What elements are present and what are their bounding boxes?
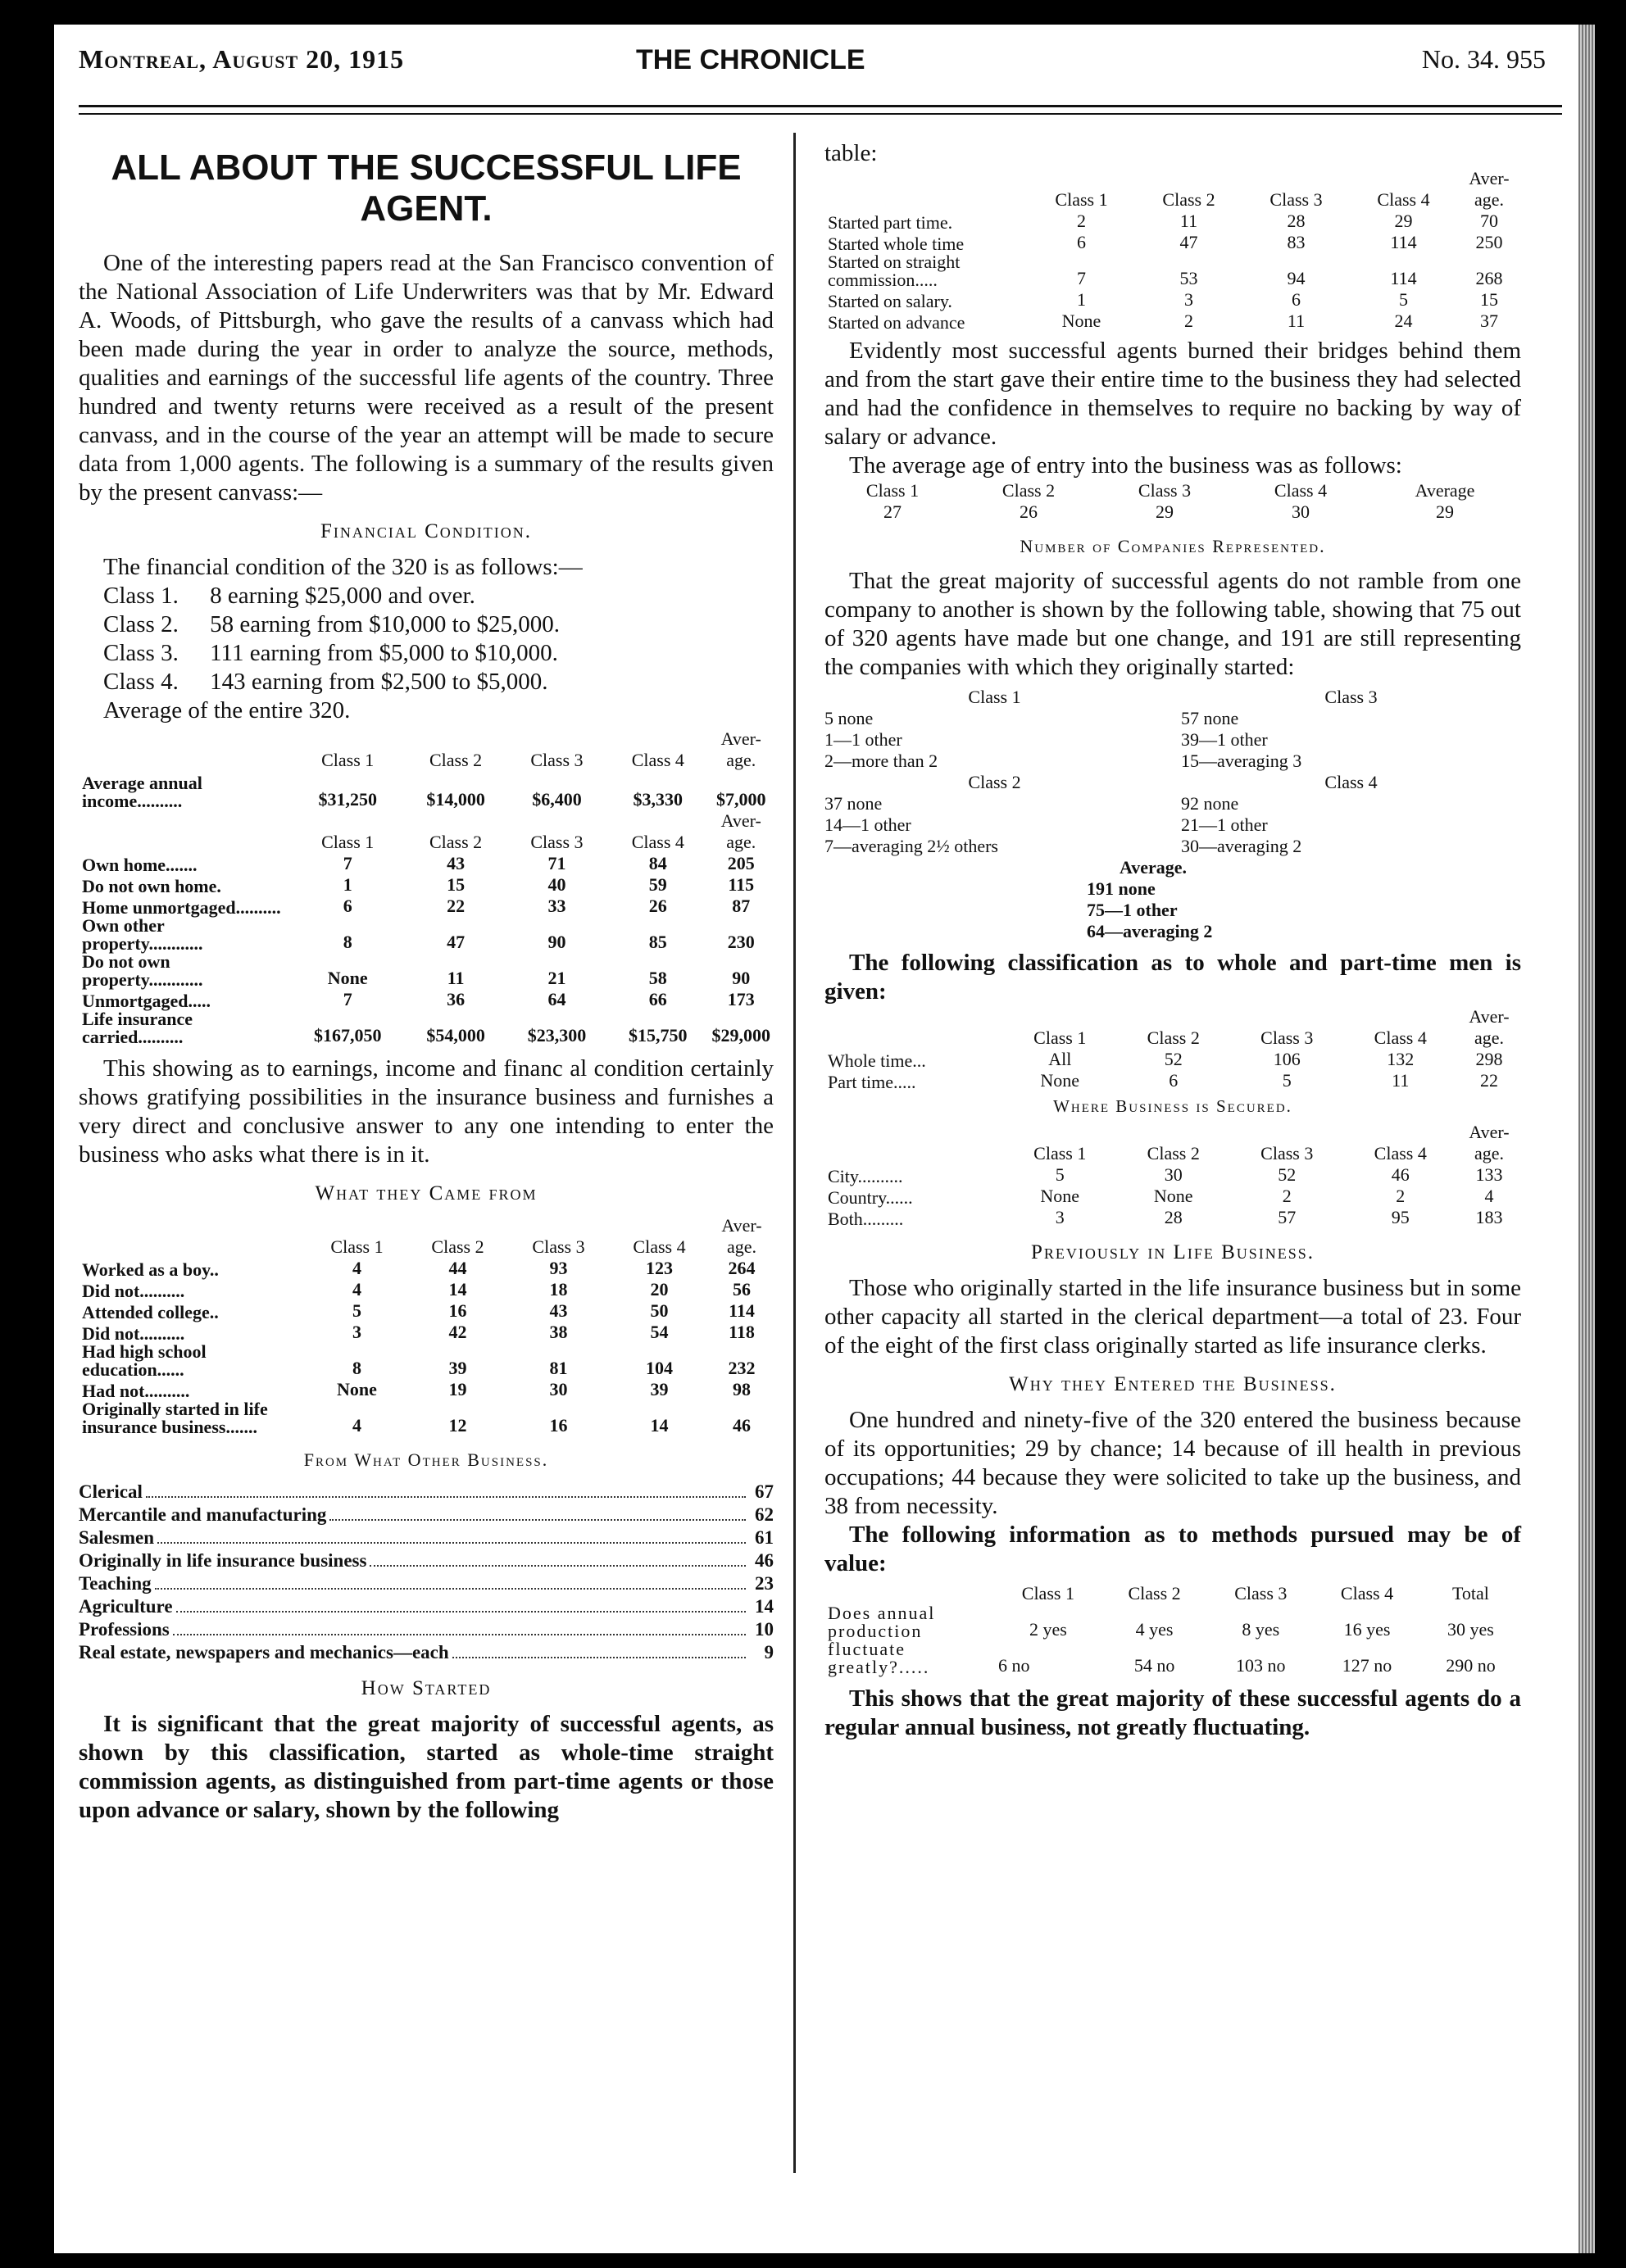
table-header: Class 1 Class 2 Class 3 Class 4 Aver-age. bbox=[321, 728, 761, 770]
why-text: One hundred and ninety-five of the 320 entered the business because of its opportunities; 29 by chance; 14 because of ill health in previous occupations; 44 because they were solicited to take up the business, and 38 from necessity. bbox=[824, 1407, 1521, 1519]
table-row: 6 no 54 no 103 no 127 no 290 no bbox=[998, 1655, 1496, 1676]
list-item: Real estate, newspapers and mechanics—each 9 bbox=[79, 1642, 774, 1662]
class-line: Class 3. 111 earning from $5,000 to $10,000. bbox=[103, 640, 558, 666]
table-row: Worked as a boy.. 4 44 93 123 264 bbox=[82, 1258, 756, 1280]
header-page-number: No. 34. 955 bbox=[1421, 44, 1546, 74]
came-from-table bbox=[79, 1215, 774, 1436]
how-started-text: It is significant that the great majority of successful agents, as shown by this classification, started as whole-time straight commission agents, as distinguished from part-time agents or those upon advance or salary, shown by the following bbox=[79, 1711, 774, 1823]
methods-table bbox=[824, 1583, 1521, 1676]
table-row: 27 26 29 30 29 bbox=[883, 501, 1454, 522]
class1-block: Class 1 5 none 1—1 other 2—more than 2 bbox=[824, 687, 1021, 771]
newspaper-page bbox=[54, 25, 1595, 2253]
class-line: Class 1. 8 earning $25,000 and over. bbox=[103, 583, 475, 609]
table-row: City.......... 5 30 52 46 133 bbox=[828, 1164, 1503, 1186]
table-row: Attended college.. 5 16 43 50 114 bbox=[82, 1300, 755, 1322]
list-item: Agriculture 14 bbox=[79, 1596, 774, 1617]
class-line: Class 2. 58 earning from $10,000 to $25,000. bbox=[103, 611, 560, 637]
article-title: ALL ABOUT THE SUCCESSFUL LIFE AGENT. bbox=[111, 147, 742, 229]
table-row: Did not.......... 4 14 18 20 56 bbox=[82, 1279, 751, 1301]
class2-block: Class 2 37 none 14—1 other 7—averaging 2½ others bbox=[824, 772, 1021, 856]
why-heading: Why they Entered the Business. bbox=[1009, 1373, 1337, 1395]
intro-paragraph: One of the interesting papers read at the San Francisco convention of the National Association of Life Underwriters was that by Mr. Edward A. Woods, of Pittsburgh, who gave the results of a canvass which had been made during the year in order to analyze the source, methods, qualities and earnings of the successful life agents of the country. Three hundred and twenty returns were received as a result of the present canvass, and in the course of the year an attempt will be made to secure data from 1,000 agents. The following is a summary of the results given by the present canvass:— bbox=[79, 250, 774, 506]
table-row: Do not own property............ None 11 21 58 90 bbox=[82, 951, 751, 990]
table-row: Started on advance None 2 11 24 37 bbox=[828, 311, 1498, 333]
average-line: Average of the entire 320. bbox=[103, 697, 351, 723]
table-header: Class 1 Class 2 Class 3 Class 4 Aver-age. bbox=[330, 1215, 762, 1257]
table-intro: table: bbox=[824, 140, 878, 166]
average-block: Average. 191 none 75—1 other 64—averaging 2 bbox=[1087, 857, 1213, 941]
closing-text: This shows that the great majority of these successful agents do a regular annual business, not greatly fluctuating. bbox=[824, 1685, 1521, 1740]
table-header: Class 1 Class 2 Class 3 Class 4 Total bbox=[1021, 1583, 1489, 1603]
table-row: Own other property............ 8 47 90 85 230 bbox=[82, 915, 755, 954]
table-row: Life insurance carried.......... $167,050 $54,000 $23,300 $15,750 $29,000 bbox=[82, 1009, 770, 1047]
companies-heading: Number of Companies Represented. bbox=[1020, 536, 1326, 556]
table-row: Does annual production fluctuate greatly?..... 2 yes 4 yes 8 yes 16 yes 30 yes bbox=[828, 1603, 1494, 1677]
table-row: Do not own home. 1 15 40 59 115 bbox=[82, 874, 755, 896]
table-row: Started on salary. 1 3 6 5 15 bbox=[828, 289, 1498, 311]
table-row: Part time..... None 6 5 11 22 bbox=[828, 1070, 1498, 1092]
previously-text: Those who originally started in the life insurance business but in some other capacity all started in the clerical department—a total of 23. Four of the eight of the first class originally started as life insurance clerks. bbox=[824, 1275, 1521, 1359]
table-row: Originally started in life insurance business....... 4 12 16 14 46 bbox=[82, 1399, 751, 1437]
table-header: Class 1 Class 2 Class 3 Class 4 Aver-age. bbox=[1033, 1006, 1510, 1048]
table-row: Started whole time 6 47 83 114 250 bbox=[828, 232, 1503, 254]
right-column bbox=[824, 139, 1521, 1742]
other-business-list bbox=[79, 1481, 774, 1664]
where-heading: Where Business is Secured. bbox=[1053, 1096, 1292, 1116]
page-edge bbox=[1578, 25, 1595, 2253]
table-row: Whole time... All 52 106 132 298 bbox=[828, 1049, 1503, 1071]
list-item: Clerical 67 bbox=[79, 1481, 774, 1502]
age-table bbox=[824, 480, 1521, 523]
table-row: Had not.......... None 19 30 39 98 bbox=[82, 1379, 751, 1401]
table-header: Class 1 Class 2 Class 3 Class 4 Aver-age. bbox=[1055, 168, 1510, 210]
header-date: Montreal, August 20, 1915 bbox=[79, 44, 405, 74]
where-table bbox=[824, 1122, 1521, 1228]
header-title: THE CHRONICLE bbox=[636, 44, 865, 75]
age-intro: The average age of entry into the business was as follows: bbox=[849, 452, 1402, 479]
financial-intro: The financial condition of the 320 is as follows:— bbox=[103, 554, 583, 580]
class-line: Class 4. 143 earning from $2,500 to $5,000. bbox=[103, 669, 548, 695]
how-started-table bbox=[824, 168, 1521, 332]
table-row: Country...... None None 2 2 4 bbox=[828, 1186, 1494, 1208]
came-from-heading: What they Came from bbox=[315, 1182, 538, 1204]
table-row: Started on straight commission..... 7 53 94 114 268 bbox=[828, 252, 1503, 290]
list-item: Salesmen 61 bbox=[79, 1527, 774, 1548]
list-item: Mercantile and manufacturing 62 bbox=[79, 1504, 774, 1525]
table-header: Class 1 Class 2 Class 3 Class 4 Average bbox=[865, 480, 1475, 501]
table-row: Both......... 3 28 57 95 183 bbox=[828, 1207, 1503, 1229]
financial-heading: Financial Condition. bbox=[320, 520, 533, 542]
left-column bbox=[79, 139, 774, 1825]
financial-table bbox=[79, 728, 774, 1046]
table-row: Unmortgaged..... 7 36 64 66 173 bbox=[82, 989, 755, 1011]
how-started-heading: How Started bbox=[361, 1677, 492, 1699]
other-business-heading: From What Other Business. bbox=[303, 1449, 549, 1470]
table-header: Class 1 Class 2 Class 3 Class 4 Aver-age. bbox=[1033, 1122, 1510, 1163]
table-row: Home unmortgaged.......... 6 22 33 26 87 bbox=[82, 896, 751, 918]
table-row: Own home....... 7 43 71 84 205 bbox=[82, 853, 755, 875]
class4-block: Class 4 92 none 21—1 other 30—averaging 2 bbox=[1181, 772, 1378, 856]
list-item: Teaching 23 bbox=[79, 1573, 774, 1594]
previously-heading: Previously in Life Business. bbox=[1030, 1241, 1315, 1263]
whole-part-table bbox=[824, 1006, 1521, 1091]
list-item: Professions 10 bbox=[79, 1619, 774, 1640]
methods-text: The following information as to methods pursued may be of value: bbox=[824, 1522, 1521, 1576]
whole-part-text: The following classification as to whole and part-time men is given: bbox=[824, 950, 1521, 1005]
financial-summary: This showing as to earnings, income and financ al condition certainly shows gratifying possibilities in the insurance business and furnishes a very direct and conclusive answer to any one intending to enter the business who asks what there is in it. bbox=[79, 1055, 774, 1168]
column-rule bbox=[793, 133, 796, 2173]
how-started-after: Evidently most successful agents burned their bridges behind them and from the start gave their entire time to the business they had selected and had the confidence in themselves to require no backing by way of salary or advance. bbox=[824, 338, 1521, 450]
class3-block: Class 3 57 none 39—1 other 15—averaging 3 bbox=[1181, 687, 1378, 771]
table-row: Did not.......... 3 42 38 54 118 bbox=[82, 1322, 755, 1344]
companies-grid bbox=[824, 687, 1521, 857]
list-item: Originally in life insurance business 46 bbox=[79, 1550, 774, 1571]
table-row: Average annual income.......... $31,250 $14,000 $6,400 $3,330 $7,000 bbox=[82, 773, 766, 811]
header-rule bbox=[79, 105, 1562, 107]
header-rule-thin bbox=[79, 113, 1562, 115]
class-list bbox=[79, 582, 774, 725]
table-row: Started part time. 2 11 28 29 70 bbox=[828, 211, 1498, 233]
table-header: Class 1 Class 2 Class 3 Class 4 Aver-age. bbox=[321, 810, 761, 852]
companies-text: That the great majority of successful agents do not ramble from one company to another is shown by the following table, showing that 75 out of 320 agents have made but one change, and 191 are still representing the companies with which they originally started: bbox=[824, 568, 1521, 680]
table-row: Had high school education...... 8 39 81 104 232 bbox=[82, 1341, 756, 1380]
